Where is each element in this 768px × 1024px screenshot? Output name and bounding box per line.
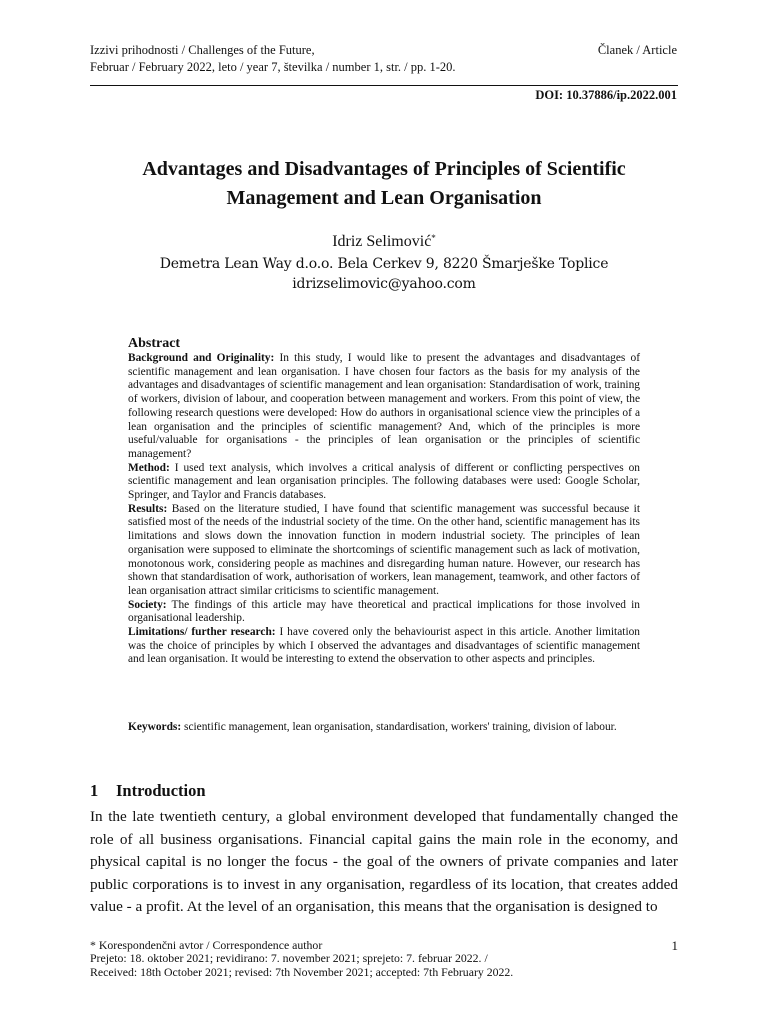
abstract-section-label: Limitations/ further research:: [128, 626, 276, 639]
journal-line-1: Izzivi prihodnosti / Challenges of the Future,: [90, 43, 315, 57]
paper-title: Advantages and Disadvantages of Principles of Scientific Management and Lean Organisation: [142, 158, 626, 209]
abstract-section-text: Based on the literature studied, I have found that scientific management was successful because it satisfied most of the needs of the industrial society of the time. On the other hand, scientific management has its limitations and slows down the innovation function in modern industrial society. The principles of lean organisation were supposed to eliminate the shortcomings of scientific management such as lack of motivation, monotonous work, considering people as machines and disregarding human nature. However, our research has shown that standardisation of work, authorisation of workers, lean management, teamwork, and other factors of lean organisation attract similar criticisms to scientific management.: [128, 502, 640, 597]
abstract-section-label: Method:: [128, 461, 170, 474]
abstract-section: [128, 462, 640, 503]
footnote-dates-sl: Prejeto: 18. oktober 2021; revidirano: 7. november 2021; sprejeto: 7. februar 2022. /: [90, 951, 488, 965]
abstract-section-text: The findings of this article may have theoretical and practical implications for those involved in organisational leadership.: [128, 598, 640, 625]
section-title: Introduction: [116, 781, 206, 800]
author-name-text: Idriz Selimović: [332, 233, 432, 250]
abstract-section: [128, 626, 640, 667]
abstract-section: [128, 599, 640, 626]
abstract-section-label: Background and Originality:: [128, 352, 275, 364]
footnote-dates-en: Received: 18th October 2021; revised: 7th November 2021; accepted: 7th February 2022.: [90, 965, 514, 979]
keywords-text: scientific management, lean organisation, standardisation, workers' training, division of labour.: [184, 721, 617, 733]
header-rule: [90, 85, 678, 86]
doi: DOI: 10.37886/ip.2022.001: [535, 88, 677, 102]
section-heading: [90, 781, 206, 801]
abstract: [128, 336, 640, 667]
abstract-section-text: In this study, I would like to present the advantages and disadvantages of scientific management and lean organisation. I have chosen four factors as the basis for my analysis of the advantages and disadvantages of scientific management and lean organisation: Standardisation of work, training of workers, division of labour, and cooperation between management and workers. From this point of view, the following research questions were developed: How do authors in organisational science view the principles of a lean organisation and the principles of scientific management? And, which of the principles is more useful/valuable for organisations - the principles of lean organisation or the principles of scientific management?: [128, 352, 640, 460]
abstract-heading: Abstract: [128, 336, 181, 351]
author-name: [90, 233, 678, 251]
keywords: [128, 721, 640, 735]
abstract-section: [128, 503, 640, 599]
body-paragraph: In the late twentieth century, a global environment developed that fundamentally changed the role of all business organisations. Financial capital gains the main role in the economy, and physical capital is no longer the focus - the goal of the owners of private companies and later public corporations is to invest in any organisation, regardless of its location, that creates added value - a profit. At the level of an organisation, this means that the organisation is designed to: [90, 808, 678, 915]
section-number: 1: [90, 781, 99, 800]
keywords-label: Keywords:: [128, 721, 182, 733]
footnote-correspondence-text: * Korespondenčni avtor / Correspondence author: [90, 938, 323, 952]
abstract-section-label: Results:: [128, 502, 168, 515]
author-affiliation: Demetra Lean Way d.o.o. Bela Cerkev 9, 8220 Šmarješke Toplice: [159, 256, 609, 272]
abstract-section-text: I used text analysis, which involves a critical analysis of different or conflicting perspectives on scientific management and lean organisation principles. The following databases were used: Google Scholar, Springer, and Taylor and Francis databases.: [128, 461, 640, 502]
correspondence-mark: *: [431, 233, 436, 243]
page-number: 1: [671, 938, 678, 953]
journal-line-2: Februar / February 2022, leto / year 7, številka / number 1, str. / pp. 1-20.: [90, 60, 456, 74]
abstract-section: [128, 352, 640, 462]
abstract-section-label: Society:: [128, 598, 167, 611]
author-email: idrizselimovic@yahoo.com: [292, 276, 476, 292]
running-header: [90, 42, 610, 76]
introduction-body: [90, 806, 678, 919]
abstract-section-text: I have covered only the behaviourist aspect in this article. Another limitation was the choice of principles by which I observed the advantages and disadvantages of scientific management and lean organisation. It would be interesting to extend the observation to other aspects and principles.: [128, 626, 641, 666]
article-type: Članek / Article: [597, 43, 677, 57]
